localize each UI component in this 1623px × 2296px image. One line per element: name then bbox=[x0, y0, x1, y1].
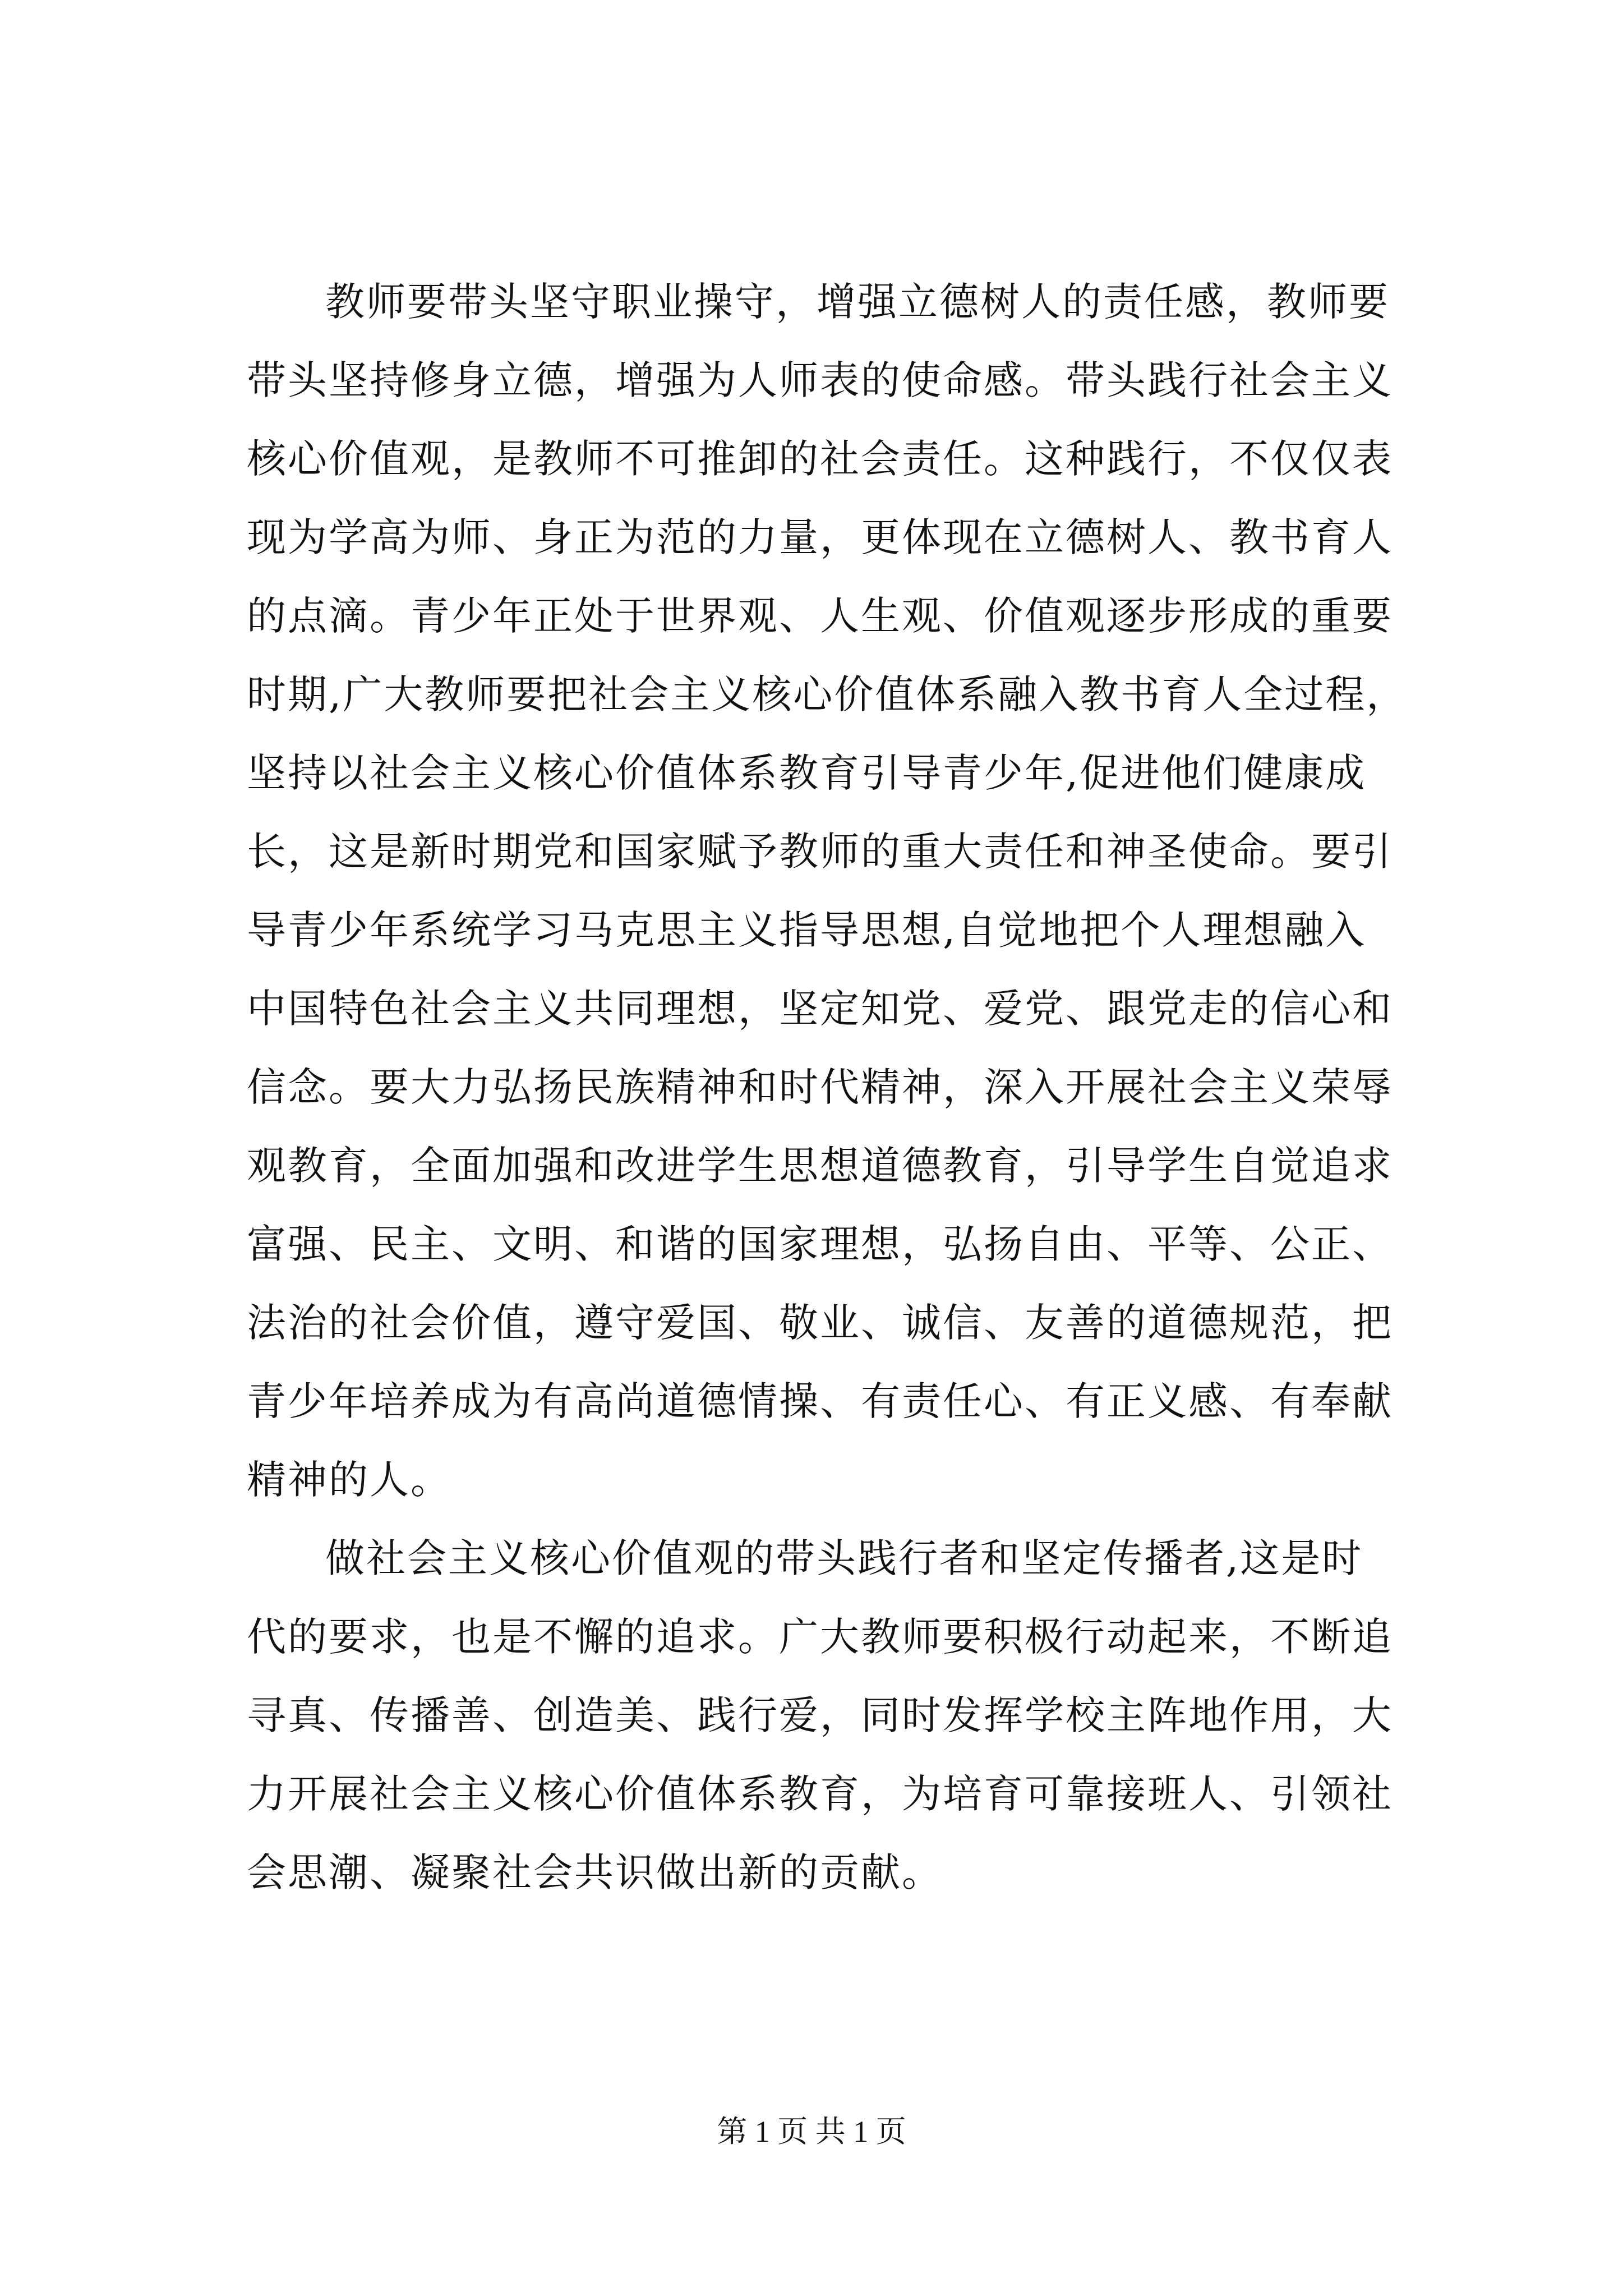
paragraph-2-line-1: 做社会主义核心价值观的带头践行者和坚定传播者,这是时 bbox=[325, 1535, 1363, 1581]
paragraph-2-line-3: 寻真、传播善、创造美、践行爱，同时发挥学校主阵地作用，大 bbox=[247, 1692, 1393, 1738]
paragraph-2-line-2: 代的要求，也是不懈的追求。广大教师要积极行动起来，不断追 bbox=[247, 1614, 1393, 1660]
page-number-label: 第 1 页 共 1 页 bbox=[717, 2115, 906, 2148]
page-footer bbox=[0, 2109, 1623, 2154]
paragraph-1-line-3: 核心价值观，是教师不可推卸的社会责任。这种践行，不仅仅表 bbox=[247, 436, 1393, 482]
paragraph-1-line-9: 导青少年系统学习马克思主义指导思想,自觉地把个人理想融入 bbox=[247, 907, 1367, 953]
paragraph-2-line-4: 力开展社会主义核心价值体系教育，为培育可靠接班人、引领社 bbox=[247, 1771, 1393, 1817]
paragraph-1-line-6: 时期,广大教师要把社会主义核心价值体系融入教书育人全过程， bbox=[247, 671, 1408, 717]
paragraph-1-line-12: 观教育，全面加强和改进学生思想道德教育，引导学生自觉追求 bbox=[247, 1143, 1393, 1189]
paragraph-1-line-7: 坚持以社会主义核心价值体系教育引导青少年,促进他们健康成 bbox=[247, 750, 1367, 796]
paragraph-1-line-5: 的点滴。青少年正处于世界观、人生观、价值观逐步形成的重要 bbox=[247, 593, 1393, 639]
paragraph-1-line-8: 长，这是新时期党和国家赋予教师的重大责任和神圣使命。要引 bbox=[247, 829, 1393, 875]
paragraph-2-line-5: 会思潮、凝聚社会共识做出新的贡献。 bbox=[247, 1849, 943, 1895]
paragraph-1-line-11: 信念。要大力弘扬民族精神和时代精神，深入开展社会主义荣辱 bbox=[247, 1064, 1393, 1110]
paragraph-1-line-16: 精神的人。 bbox=[247, 1457, 451, 1503]
paragraph-1-line-2: 带头坚持修身立德，增强为人师表的使命感。带头践行社会主义 bbox=[247, 357, 1393, 403]
document-body bbox=[247, 263, 1447, 1912]
paragraph-1-line-10: 中国特色社会主义共同理想，坚定知党、爱党、跟党走的信心和 bbox=[247, 986, 1393, 1032]
paragraph-1-line-15: 青少年培养成为有高尚道德情操、有责任心、有正义感、有奉献 bbox=[247, 1378, 1393, 1424]
paragraph-1-line-14: 法治的社会价值，遵守爱国、敬业、诚信、友善的道德规范，把 bbox=[247, 1300, 1393, 1346]
paragraph-1-line-1: 教师要带头坚守职业操守，增强立德树人的责任感，教师要 bbox=[325, 279, 1390, 325]
paragraph-1-line-13: 富强、民主、文明、和谐的国家理想，弘扬自由、平等、公正、 bbox=[247, 1221, 1393, 1267]
paragraph-1-line-4: 现为学高为师、身正为范的力量，更体现在立德树人、教书育人 bbox=[247, 514, 1393, 560]
